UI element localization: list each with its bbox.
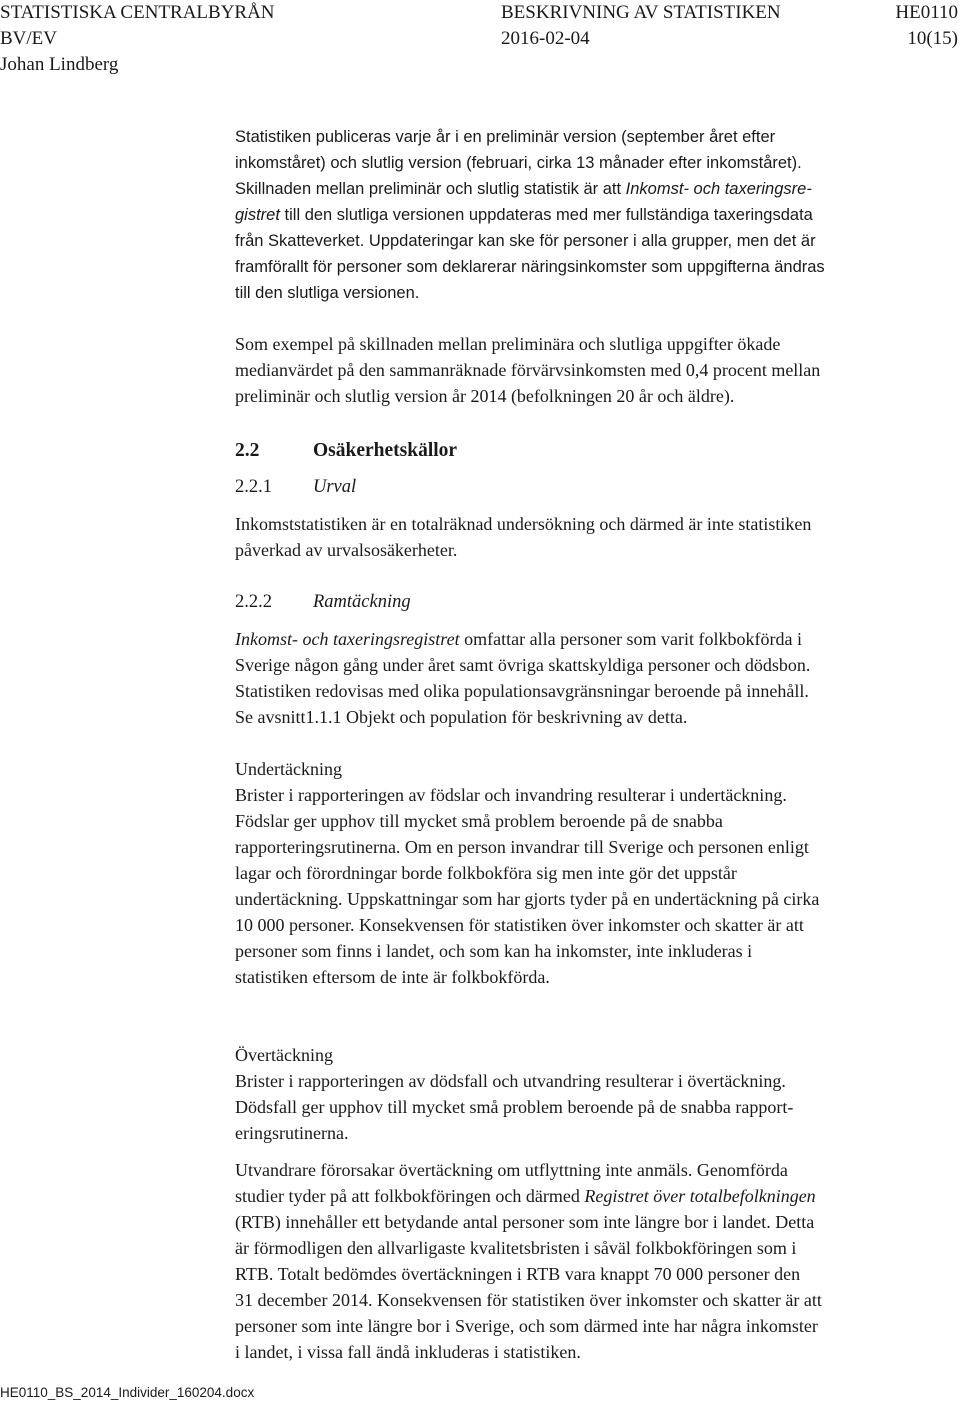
section-heading-2-2-1	[235, 474, 955, 500]
example-line: medianvärdet på den sammanräknade förvärvsinkomsten med 0,4 procent mellan	[235, 360, 821, 380]
undertackning-line: Brister i rapporteringen av födslar och invandring resulterar i undertäckning.	[235, 785, 787, 805]
overtackning-line: Utvandrare förorsakar övertäckning om utflyttning inte anmäls. Genomförda	[235, 1160, 788, 1180]
overtackning-line: personer som inte längre bor i Sverige, och som därmed inte har några inkomster	[235, 1316, 818, 1336]
undertackning-line: personer som finns i landet, och som kan ha inkomster, inte inkluderas i	[235, 941, 753, 961]
section-number: 2.2	[235, 440, 260, 461]
urval-line: påverkad av urvalsosäkerheter.	[235, 540, 458, 560]
intro-line: framförallt för personer som deklarerar näringsinkomster som uppgifterna ändras	[235, 258, 825, 276]
overtackning-paragraph-2	[235, 1157, 955, 1365]
undertackning-line: lagar och förordningar borde folkbokföra sig men inte gör det uppstår	[235, 863, 737, 883]
undertackning-line: 10 000 personer. Konsekvensen för statistiken över inkomster och skatter är att	[235, 915, 804, 935]
register-name: Inkomst- och taxeringsregistret	[235, 629, 460, 649]
section-number: 2.2.1	[235, 477, 272, 497]
intro-text: Uppdateringar kan ske för personer i alla grupper, men det är	[364, 232, 816, 250]
register-name: gistret	[235, 206, 280, 224]
intro-line	[235, 202, 955, 228]
header-row-3	[0, 52, 960, 78]
header-code: HE0110	[895, 2, 958, 23]
header-dept: BV/EV	[0, 28, 57, 49]
overtackning-line: är förmodligen den allvarligaste kvalitetsbristen i såväl folkbokföringen som i	[235, 1238, 797, 1258]
overtackning-line	[235, 1183, 955, 1209]
document-body	[235, 124, 955, 1365]
overtackning-text: studier tyder på att folkbokföringen och därmed	[235, 1186, 585, 1206]
register-name: Registret över totalbefolkningen	[584, 1186, 816, 1206]
register-name: Inkomst- och taxeringsre-	[625, 180, 812, 198]
overtackning-line: i landet, i vissa fall ändå inkluderas i statistiken.	[235, 1342, 581, 1362]
section-heading-2-2-2	[235, 589, 955, 615]
overtackning-line: eringsrutinerna.	[235, 1123, 349, 1143]
ramtackning-line	[235, 626, 955, 652]
intro-line: inkomståret) och slutlig version (februari, cirka 13 månader efter inkomståret).	[235, 154, 802, 172]
urval-paragraph	[235, 511, 955, 563]
section-heading-2-2	[235, 438, 955, 464]
overtackning-line: 31 december 2014. Konsekvensen för statistiken över inkomster och skatter är att	[235, 1290, 822, 1310]
intro-line	[235, 176, 955, 202]
intro-text: till den slutliga versionen uppdateras med mer fullständiga taxeringsdata	[279, 206, 813, 224]
ramtackning-paragraph	[235, 626, 955, 730]
intro-line	[235, 228, 955, 254]
ramtackning-line: Se avsnitt1.1.1 Objekt och population för beskrivning av detta.	[235, 707, 688, 727]
page-footer-filename: HE0110_BS_2014_Individer_160204.docx	[0, 1385, 255, 1400]
intro-paragraph	[235, 124, 955, 306]
undertackning-heading: Undertäckning	[235, 759, 342, 779]
overtackning-line: Brister i rapporteringen av dödsfall och utvandring resulterar i övertäckning.	[235, 1071, 786, 1091]
header-org: STATISTISKA CENTRALBYRÅN	[0, 2, 275, 23]
intro-text: från Skatteverket.	[235, 232, 365, 250]
header-row-1	[0, 0, 960, 26]
undertackning-line: rapporteringsrutinerna. Om en person invandrar till Sverige och personen enligt	[235, 837, 809, 857]
overtackning-line: RTB. Totalt bedömdes övertäckningen i RTB vara knappt 70 000 personer den	[235, 1264, 801, 1284]
overtackning-heading: Övertäckning	[235, 1045, 333, 1065]
ramtackning-line: Statistiken redovisas med olika populationsavgränsningar beroende på innehåll.	[235, 681, 809, 701]
ramtackning-text: omfattar alla personer som varit folkbokförda i	[459, 629, 803, 649]
header-author: Johan Lindberg	[0, 54, 119, 75]
example-paragraph	[235, 331, 955, 409]
example-line: Som exempel på skillnaden mellan preliminära och slutliga uppgifter ökade	[235, 334, 781, 354]
overtackning-paragraph-1	[235, 1068, 955, 1146]
overtackning-line: (RTB) innehåller ett betydande antal personer som inte längre bor i landet. Detta	[235, 1212, 815, 1232]
section-title: Ramtäckning	[313, 592, 411, 612]
intro-line: till den slutliga versionen.	[235, 284, 420, 302]
urval-line: Inkomststatistiken är en totalräknad undersökning och därmed är inte statistiken	[235, 514, 812, 534]
undertackning-line: Födslar ger upphov till mycket små problem beroende på de snabba	[235, 811, 723, 831]
intro-text: Skillnaden mellan preliminär och slutlig statistik är att	[235, 180, 626, 198]
undertackning-line: statistiken eftersom de inte är folkbokförda.	[235, 967, 550, 987]
ramtackning-line: Sverige någon gång under året samt övriga skattskyldiga personer och dödsbon.	[235, 655, 811, 675]
header-doc-type: BESKRIVNING AV STATISTIKEN	[501, 2, 781, 23]
header-row-2	[0, 26, 960, 52]
section-title: Osäkerhetskällor	[313, 440, 458, 461]
example-line: preliminär och slutlig version år 2014 (befolkningen 20 år och äldre).	[235, 386, 735, 406]
header-date: 2016-02-04	[501, 28, 590, 49]
undertackning-paragraph	[235, 782, 955, 990]
section-number: 2.2.2	[235, 592, 272, 612]
section-title: Urval	[313, 477, 357, 497]
header-page-number: 10(15)	[907, 28, 958, 49]
overtackning-line: Dödsfall ger upphov till mycket små problem beroende på de snabba rapport-	[235, 1097, 794, 1117]
intro-line: Statistiken publiceras varje år i en preliminär version (september året efter	[235, 128, 776, 146]
page-header	[0, 0, 960, 78]
undertackning-line: undertäckning. Uppskattningar som har gjorts tyder på en undertäckning på cirka	[235, 889, 820, 909]
